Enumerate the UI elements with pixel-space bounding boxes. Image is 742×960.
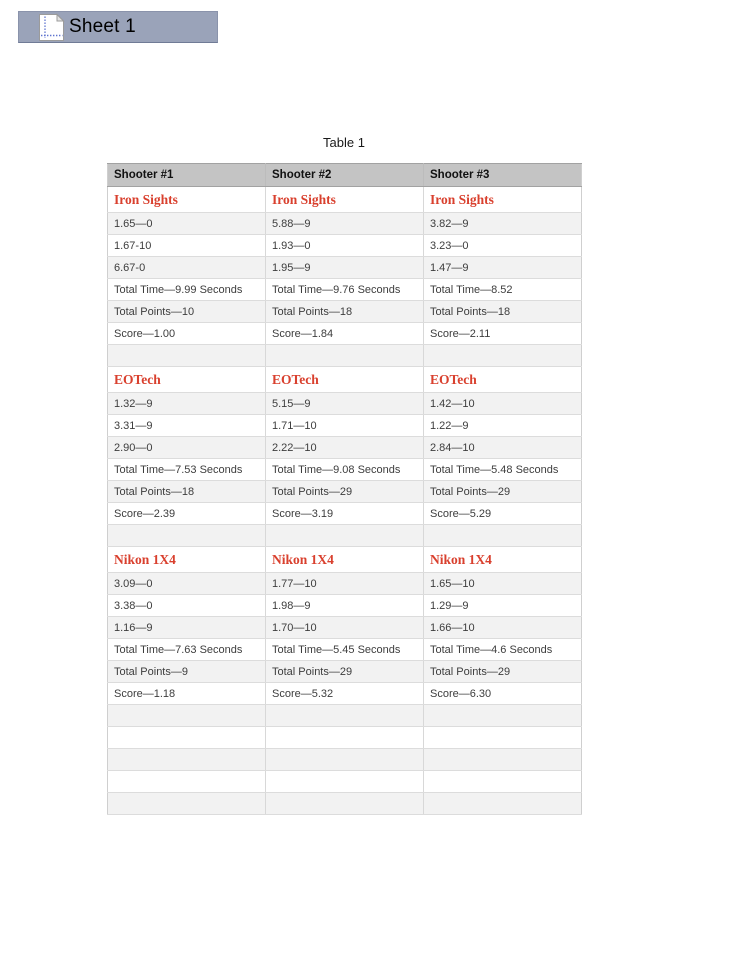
table-row-data: [108, 683, 582, 705]
table-row-empty: [108, 793, 582, 815]
table-row-data: [108, 437, 582, 459]
table-cell[interactable]: 3.23—0: [424, 235, 582, 257]
table-cell[interactable]: [108, 771, 266, 793]
table-row-data: [108, 661, 582, 683]
table-row-data: [108, 415, 582, 437]
table-cell[interactable]: 1.93—0: [266, 235, 424, 257]
table-cell[interactable]: 1.77—10: [266, 573, 424, 595]
table-row-data: [108, 617, 582, 639]
table-row-data: [108, 213, 582, 235]
table-row-empty: [108, 749, 582, 771]
table-cell[interactable]: 2.84—10: [424, 437, 582, 459]
table-cell[interactable]: [424, 705, 582, 727]
table-cell[interactable]: [266, 705, 424, 727]
table-cell[interactable]: EOTech: [108, 367, 266, 393]
table-title[interactable]: Table 1: [323, 135, 365, 150]
table-cell[interactable]: 1.70—10: [266, 617, 424, 639]
table-cell[interactable]: Total Points—29: [266, 661, 424, 683]
table-cell[interactable]: 5.88—9: [266, 213, 424, 235]
table-cell[interactable]: 1.65—10: [424, 573, 582, 595]
table-cell[interactable]: [266, 749, 424, 771]
table-row-data: [108, 481, 582, 503]
table-cell[interactable]: Iron Sights: [108, 187, 266, 213]
table-cell[interactable]: Score—6.30: [424, 683, 582, 705]
table-cell[interactable]: [108, 793, 266, 815]
table-cell[interactable]: 1.22—9: [424, 415, 582, 437]
table-cell[interactable]: Total Time—4.6 Seconds: [424, 639, 582, 661]
table-cell[interactable]: [108, 525, 266, 547]
table-cell[interactable]: 5.15—9: [266, 393, 424, 415]
table-cell[interactable]: Score—1.00: [108, 323, 266, 345]
table-row-data: [108, 393, 582, 415]
table-cell[interactable]: 1.67-10: [108, 235, 266, 257]
table-cell[interactable]: 1.32—9: [108, 393, 266, 415]
table-cell[interactable]: Total Time—7.53 Seconds: [108, 459, 266, 481]
table-cell[interactable]: [424, 749, 582, 771]
table-cell[interactable]: [266, 345, 424, 367]
table-row-section: [108, 547, 582, 573]
table-cell[interactable]: Total Time—9.99 Seconds: [108, 279, 266, 301]
table-cell[interactable]: [266, 771, 424, 793]
column-header-cell[interactable]: Shooter #2: [266, 164, 424, 187]
table-cell[interactable]: Score—5.29: [424, 503, 582, 525]
table-cell[interactable]: Iron Sights: [424, 187, 582, 213]
table-cell[interactable]: Iron Sights: [266, 187, 424, 213]
table-cell[interactable]: Total Points—18: [266, 301, 424, 323]
table-cell[interactable]: 2.90—0: [108, 437, 266, 459]
table-cell[interactable]: 1.47—9: [424, 257, 582, 279]
table-cell[interactable]: Total Points—18: [424, 301, 582, 323]
table-cell[interactable]: 3.09—0: [108, 573, 266, 595]
table-cell[interactable]: [424, 771, 582, 793]
table-cell[interactable]: Total Points—29: [424, 481, 582, 503]
table-cell[interactable]: Score—2.11: [424, 323, 582, 345]
table-cell[interactable]: Nikon 1X4: [266, 547, 424, 573]
table-cell[interactable]: Score—1.18: [108, 683, 266, 705]
table-cell[interactable]: Total Points—9: [108, 661, 266, 683]
table-area: [107, 135, 581, 815]
table-row-empty: [108, 345, 582, 367]
table-cell[interactable]: EOTech: [424, 367, 582, 393]
table-row-data: [108, 279, 582, 301]
table-cell[interactable]: EOTech: [266, 367, 424, 393]
table-row-data: [108, 573, 582, 595]
table-cell[interactable]: 1.16—9: [108, 617, 266, 639]
table-row-data: [108, 639, 582, 661]
table-cell[interactable]: [266, 793, 424, 815]
table-cell[interactable]: Nikon 1X4: [108, 547, 266, 573]
table-cell[interactable]: [424, 727, 582, 749]
table-cell[interactable]: Score—5.32: [266, 683, 424, 705]
table-row-data: [108, 301, 582, 323]
table-cell[interactable]: [108, 705, 266, 727]
table-cell[interactable]: 3.31—9: [108, 415, 266, 437]
table-cell[interactable]: [424, 793, 582, 815]
table-row-data: [108, 595, 582, 617]
sheet-tab-label: Sheet 1: [69, 16, 136, 37]
table-cell[interactable]: [108, 749, 266, 771]
table-cell[interactable]: Total Time—9.76 Seconds: [266, 279, 424, 301]
table-row-empty: [108, 727, 582, 749]
table-cell[interactable]: Score—3.19: [266, 503, 424, 525]
table-cell[interactable]: 3.38—0: [108, 595, 266, 617]
table-cell[interactable]: 3.82—9: [424, 213, 582, 235]
table-cell[interactable]: 1.65—0: [108, 213, 266, 235]
table-row-empty: [108, 771, 582, 793]
table-cell[interactable]: [266, 525, 424, 547]
table-row-section: [108, 367, 582, 393]
table-cell[interactable]: 1.98—9: [266, 595, 424, 617]
table-cell[interactable]: Nikon 1X4: [424, 547, 582, 573]
table-row-data: [108, 257, 582, 279]
table-cell[interactable]: Total Points—29: [266, 481, 424, 503]
column-header-cell[interactable]: Shooter #3: [424, 164, 582, 187]
table-row-data: [108, 235, 582, 257]
table-row-data: [108, 459, 582, 481]
sheet-tab[interactable]: [18, 11, 218, 43]
table-cell[interactable]: Total Points—10: [108, 301, 266, 323]
table-cell[interactable]: Total Time—5.48 Seconds: [424, 459, 582, 481]
table-body: [108, 164, 582, 815]
table-cell[interactable]: Total Points—29: [424, 661, 582, 683]
table-cell[interactable]: 1.95—9: [266, 257, 424, 279]
table-cell[interactable]: 6.67-0: [108, 257, 266, 279]
data-table: [107, 163, 582, 815]
table-row-header: [108, 164, 582, 187]
table-cell[interactable]: 1.66—10: [424, 617, 582, 639]
table-cell[interactable]: Total Time—5.45 Seconds: [266, 639, 424, 661]
table-cell[interactable]: [108, 345, 266, 367]
table-row-empty: [108, 705, 582, 727]
column-header-cell[interactable]: Shooter #1: [108, 164, 266, 187]
table-cell[interactable]: Total Time—8.52: [424, 279, 582, 301]
table-cell[interactable]: [424, 525, 582, 547]
table-cell[interactable]: [424, 345, 582, 367]
table-row-data: [108, 503, 582, 525]
table-cell[interactable]: Total Time—9.08 Seconds: [266, 459, 424, 481]
table-cell[interactable]: Score—1.84: [266, 323, 424, 345]
table-row-empty: [108, 525, 582, 547]
table-cell[interactable]: [266, 727, 424, 749]
table-row-data: [108, 323, 582, 345]
table-cell[interactable]: [108, 727, 266, 749]
table-row-section: [108, 187, 582, 213]
table-cell[interactable]: Total Time—7.63 Seconds: [108, 639, 266, 661]
table-cell[interactable]: 1.42—10: [424, 393, 582, 415]
table-cell[interactable]: Total Points—18: [108, 481, 266, 503]
table-cell[interactable]: 1.29—9: [424, 595, 582, 617]
spreadsheet-icon: [36, 13, 66, 42]
table-cell[interactable]: Score—2.39: [108, 503, 266, 525]
table-cell[interactable]: 2.22—10: [266, 437, 424, 459]
table-cell[interactable]: 1.71—10: [266, 415, 424, 437]
